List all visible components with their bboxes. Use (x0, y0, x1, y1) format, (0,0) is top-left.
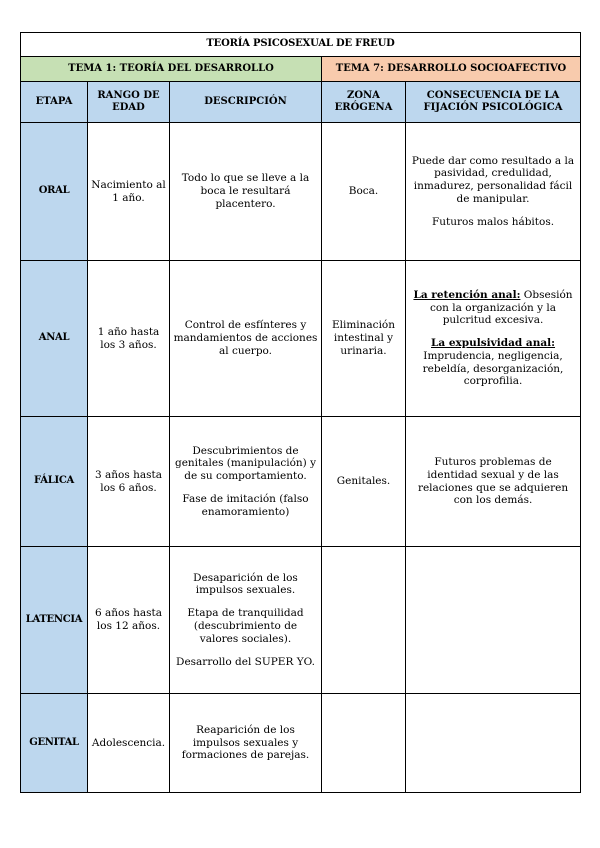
descripcion-latencia (170, 547, 322, 694)
descripcion-anal: Control de esfínteres y mandamientos de acciones al cuerpo. (170, 261, 322, 417)
tema-row (21, 57, 581, 82)
consecuencia-oral-text-1: Puede dar como resultado a la pasividad, credulidad, inmadurez, personalidad fácil de manipular. (411, 154, 575, 205)
etapa-latencia: LATENCIA (21, 547, 88, 694)
zona-falica: Genitales. (322, 417, 406, 547)
header-rango: RANGO DE EDAD (88, 82, 170, 123)
descripcion-falica (170, 417, 322, 547)
column-header-row (21, 82, 581, 123)
retencion-label: La retención anal: (413, 288, 521, 301)
table-row-falica (21, 417, 581, 547)
consecuencia-falica: Futuros problemas de identidad sexual y de las relaciones que se adquieren con los demás. (406, 417, 581, 547)
header-descripcion: DESCRIPCIÓN (170, 82, 322, 123)
zona-genital (322, 694, 406, 793)
header-zona: ZONA ERÓGENA (322, 82, 406, 123)
consecuencia-oral (406, 123, 581, 261)
rango-oral: Nacimiento al 1 año. (88, 123, 170, 261)
expulsividad-label: La expulsividad anal: (431, 337, 556, 350)
table-row-oral (21, 123, 581, 261)
etapa-anal: ANAL (21, 261, 88, 417)
descripcion-falica-text-2: Fase de imitación (falso enamoramiento) (182, 492, 309, 518)
etapa-oral: ORAL (21, 123, 88, 261)
consecuencia-oral-text-2: Futuros malos hábitos. (431, 215, 555, 228)
descripcion-genital: Reaparición de los impulsos sexuales y formaciones de parejas. (170, 694, 322, 793)
consecuencia-latencia (406, 547, 581, 694)
zona-oral: Boca. (322, 123, 406, 261)
consecuencia-anal (406, 261, 581, 417)
rango-latencia: 6 años hasta los 12 años. (88, 547, 170, 694)
retencion-text: Obsesión con la organización y la pulcritud excesiva. (429, 288, 573, 327)
descripcion-latencia-text-2: Etapa de tranquilidad (descubrimiento de valores sociales). (187, 607, 304, 645)
descripcion-latencia-text-1: Desaparición de los impulsos sexuales. (193, 571, 298, 597)
tema1-header: TEMA 1: TEORÍA DEL DESARROLLO (21, 57, 322, 82)
header-consecuencia: CONSECUENCIA DE LA FIJACIÓN PSICOLÓGICA (406, 82, 581, 123)
freud-table (20, 32, 581, 793)
table-title: TEORÍA PSICOSEXUAL DE FREUD (21, 33, 581, 57)
rango-anal: 1 año hasta los 3 años. (88, 261, 170, 417)
table-row-genital (21, 694, 581, 793)
descripcion-latencia-text-3: Desarrollo del SUPER YO. (176, 655, 315, 668)
tema7-header: TEMA 7: DESARROLLO SOCIOAFECTIVO (322, 57, 581, 82)
zona-latencia (322, 547, 406, 694)
zona-anal: Eliminación intestinal y urinaria. (322, 261, 406, 417)
descripcion-falica-text-1: Descubrimientos de genitales (manipulación) y de su comportamiento. (174, 444, 317, 483)
etapa-falica: FÁLICA (21, 417, 88, 547)
rango-falica: 3 años hasta los 6 años. (88, 417, 170, 547)
table-row-latencia (21, 547, 581, 694)
expulsividad-text: Imprudencia, negligencia, rebeldía, desorganización, corprofilia. (422, 349, 564, 388)
rango-genital: Adolescencia. (88, 694, 170, 793)
header-etapa: ETAPA (21, 82, 88, 123)
title-row (21, 33, 581, 57)
consecuencia-genital (406, 694, 581, 793)
descripcion-oral: Todo lo que se lleve a la boca le resultará placentero. (170, 123, 322, 261)
expulsividad-paragraph (409, 337, 577, 388)
table-row-anal (21, 261, 581, 417)
etapa-genital: GENITAL (21, 694, 88, 793)
retencion-paragraph (409, 289, 577, 327)
